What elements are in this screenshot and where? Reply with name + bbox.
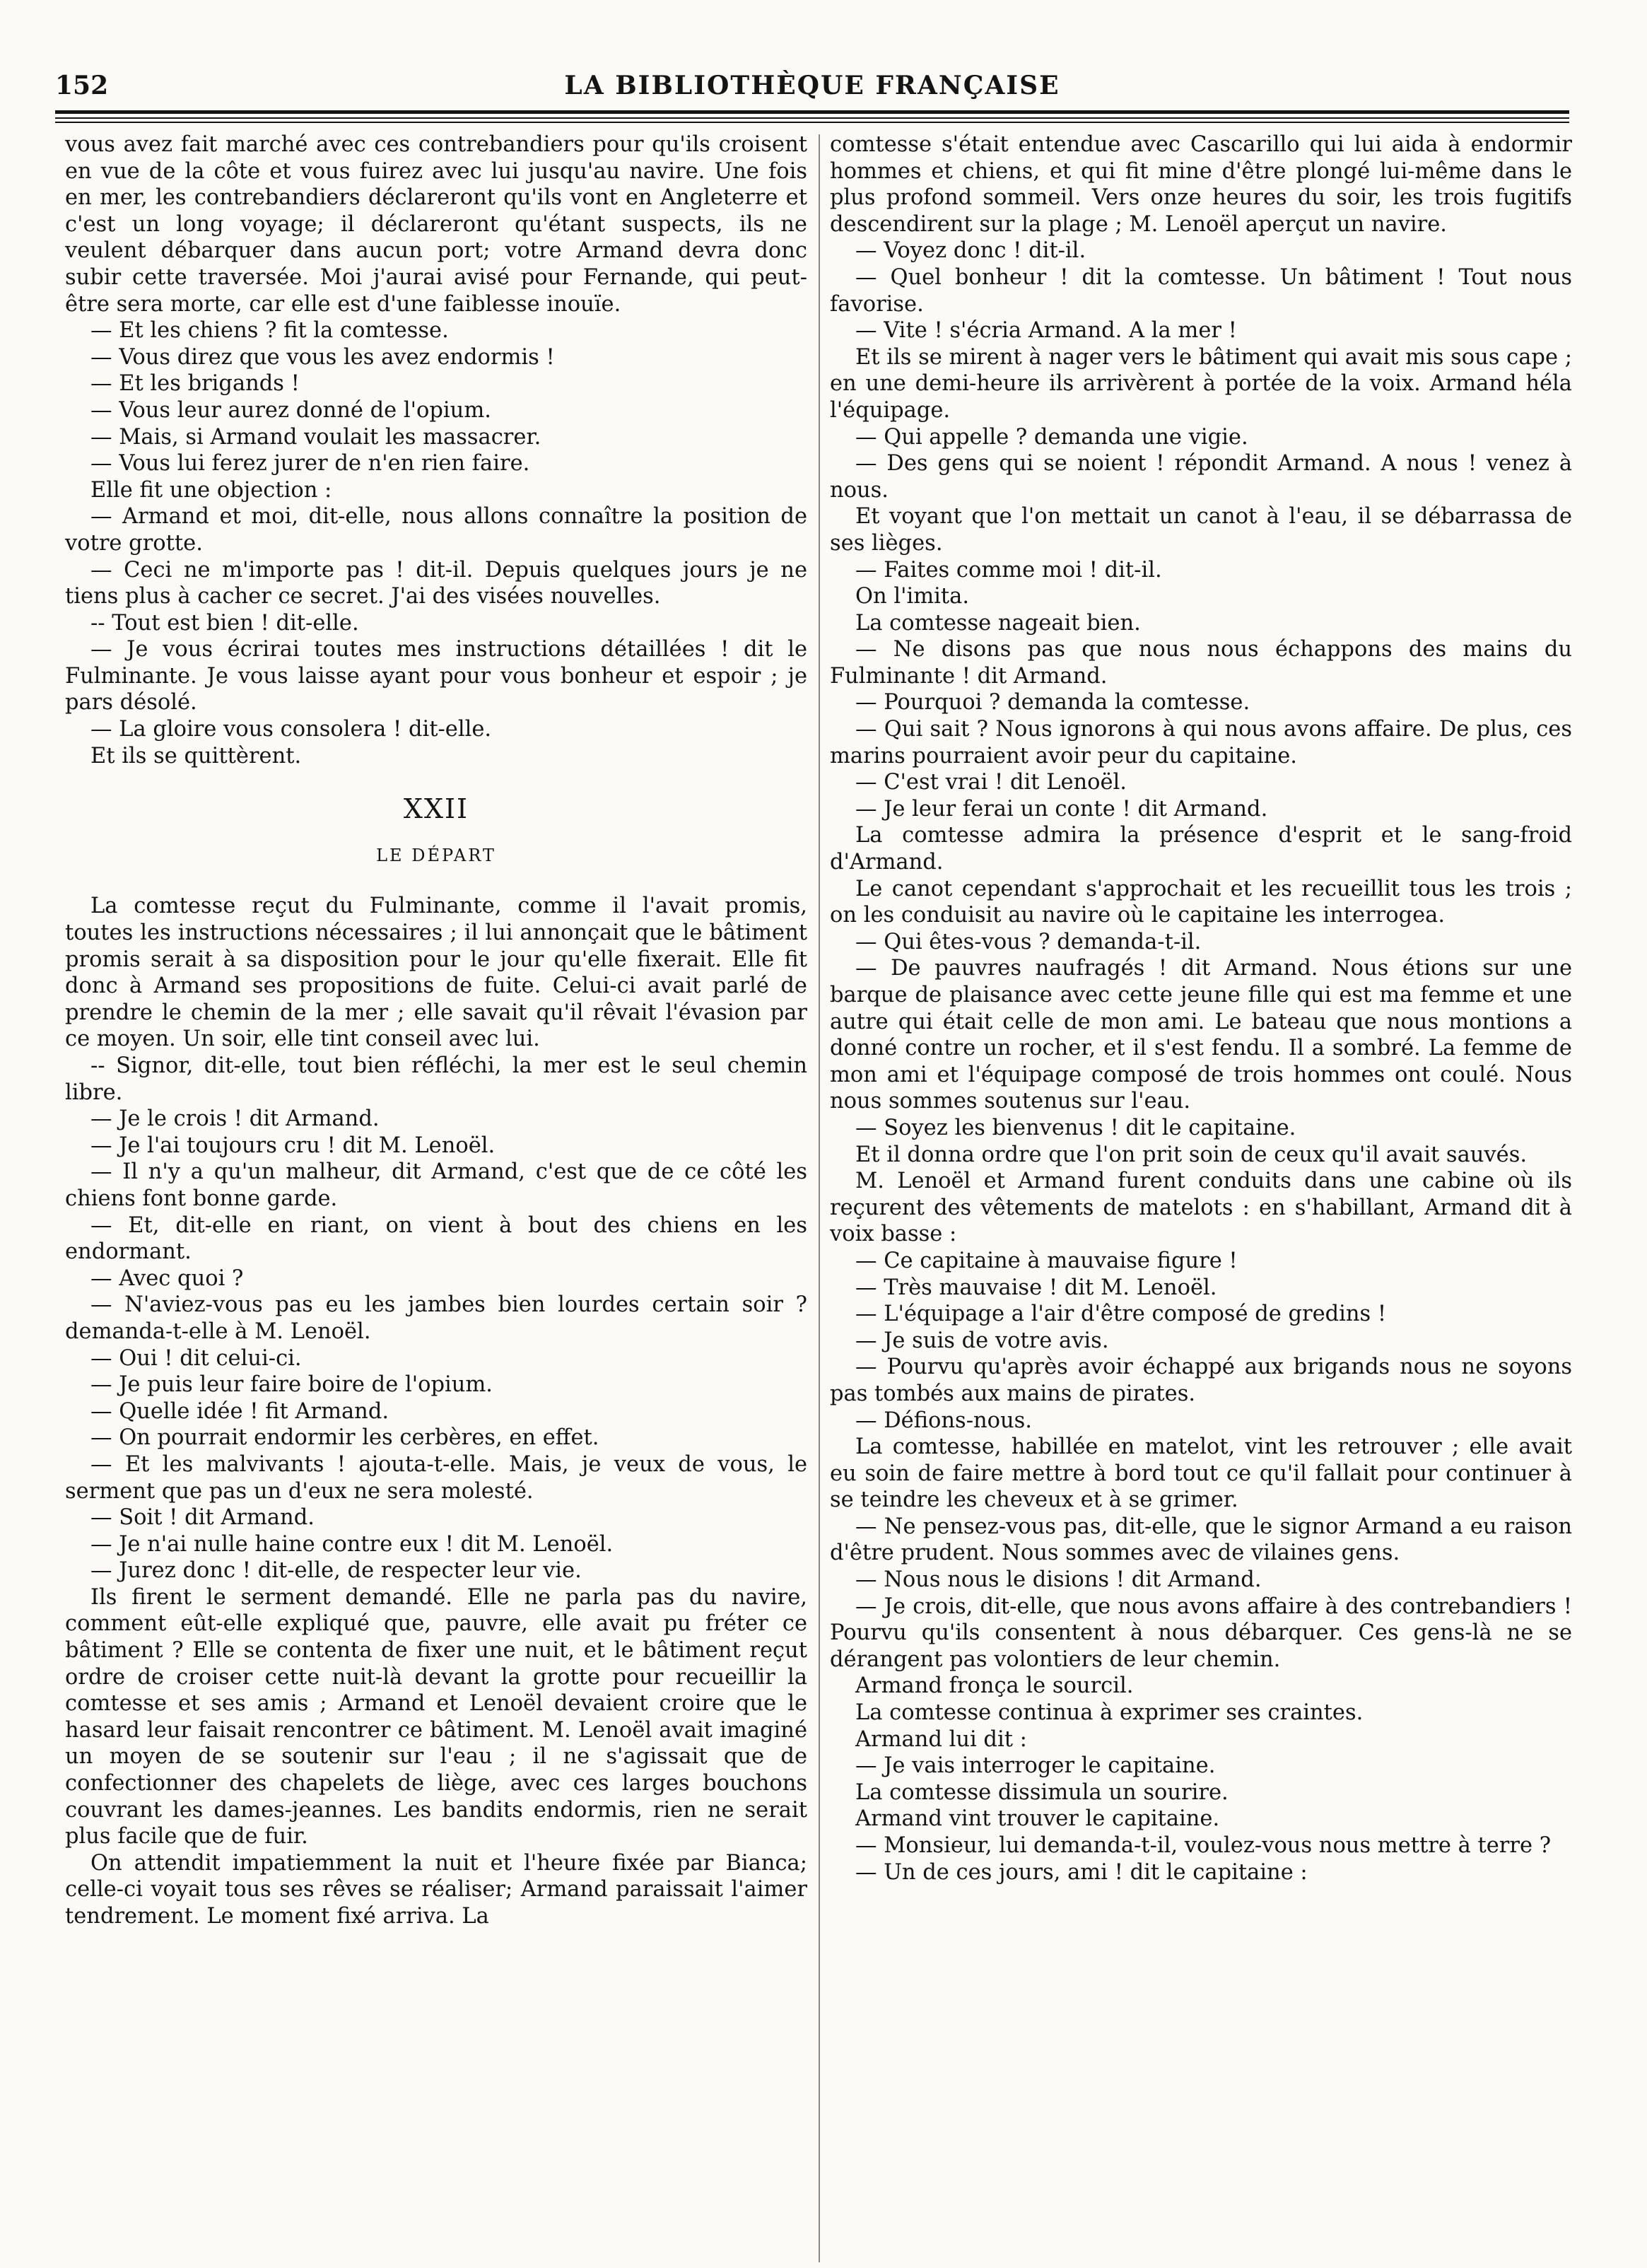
paragraph: — Jurez donc ! dit-elle, de respecter leur vie. bbox=[90, 1558, 582, 1584]
paragraph: — Quelle idée ! fit Armand. bbox=[90, 1398, 389, 1424]
paragraph: — Je crois, dit-elle, que nous avons affaire à des contrebandiers ! Pourvu qu'ils consentent à nous débarquer. Ces gens-là ne se dérangent pas volontiers de leur chemin. bbox=[830, 1594, 1572, 1672]
paragraph: — Très mauvaise ! dit M. Lenoël. bbox=[855, 1275, 1217, 1300]
left-column-text-after-chapter bbox=[65, 893, 807, 1929]
paragraph: — Je l'ai toujours cru ! dit M. Lenoël. bbox=[90, 1133, 496, 1158]
paragraph: La comtesse dissimula un sourire. bbox=[855, 1779, 1229, 1805]
paragraph: — Pourvu qu'après avoir échappé aux brigands nous ne soyons pas tombés aux mains de pirates. bbox=[830, 1355, 1572, 1406]
paragraph: La comtesse admira la présence d'esprit et le sang-froid d'Armand. bbox=[830, 823, 1572, 875]
paragraph: — De pauvres naufragés ! dit Armand. Nous étions sur une barque de plaisance avec cette jeune fille qui est ma femme et une autre qui était celle de mon ami. Le bateau que nous montions a donné contre un rocher, et il s'est fendu. Il a sombré. La femme de mon ami et l'équipage composé de trois hommes ont coulé. Nous nous sommes soutenus sur l'eau. bbox=[830, 956, 1572, 1114]
paragraph: -- Signor, dit-elle, tout bien réfléchi, la mer est le seul chemin libre. bbox=[65, 1053, 807, 1105]
paragraph: Armand lui dit : bbox=[855, 1726, 1027, 1752]
paragraph: Et il donna ordre que l'on prit soin de ceux qu'il avait sauvés. bbox=[855, 1142, 1528, 1167]
paragraph: — C'est vrai ! dit Lenoël. bbox=[855, 770, 1127, 795]
column-divider bbox=[819, 134, 820, 2262]
paragraph: -- Tout est bien ! dit-elle. bbox=[90, 610, 359, 636]
paragraph: Et ils se mirent à nager vers le bâtiment qui avait mis sous cape ; en une demi-heure ils arrivèrent à portée de la voix. Armand héla l'équipage. bbox=[830, 344, 1572, 423]
paragraph: — Et les malvivants ! ajouta-t-elle. Mais, je veux de vous, le serment que pas un d'eux ne sera molesté. bbox=[65, 1451, 807, 1504]
paragraph: — Soit ! dit Armand. bbox=[90, 1505, 315, 1531]
paragraph: — Faites comme moi ! dit-il. bbox=[855, 557, 1162, 583]
paragraph: — Je n'ai nulle haine contre eux ! dit M. Lenoël. bbox=[90, 1531, 614, 1557]
paragraph: — Je vous écrirai toutes mes instructions détaillées ! dit le Fulminante. Je vous laisse ayant pour vous bonheur et espoir ; je pars désolé. bbox=[65, 637, 807, 715]
header-rule-thick bbox=[55, 110, 1569, 114]
paragraph: — Voyez donc ! dit-il. bbox=[855, 238, 1086, 264]
paragraph: — Soyez les bienvenus ! dit le capitaine. bbox=[855, 1115, 1296, 1140]
paragraph: La comtesse reçut du Fulminante, comme il l'avait promis, toutes les instructions nécessaires ; il lui annonçait que le bâtiment promis serait à sa disposition pour le jour qu'elle fixerait. Elle fit donc à Armand ses propositions de fuite. Celui-ci avait parlé de prendre le chemin de la mer ; elle savait qu'il rêvait l'évasion par ce moyen. Un soir, elle tint conseil avec lui. bbox=[65, 894, 807, 1052]
paragraph: Et ils se quittèrent. bbox=[90, 743, 302, 768]
paragraph: — Je leur ferai un conte ! dit Armand. bbox=[855, 796, 1268, 822]
paragraph: — Ne disons pas que nous nous échappons des mains du Fulminante ! dit Armand. bbox=[830, 637, 1572, 689]
paragraph: — Je puis leur faire boire de l'opium. bbox=[90, 1372, 493, 1398]
paragraph: — Vous leur aurez donné de l'opium. bbox=[90, 397, 491, 423]
paragraph: — N'aviez-vous pas eu les jambes bien lourdes certain soir ? demanda-t-elle à M. Lenoël. bbox=[65, 1292, 807, 1344]
left-column-text-before-chapter bbox=[65, 131, 807, 769]
paragraph: — Armand et moi, dit-elle, nous allons connaître la position de votre grotte. bbox=[65, 504, 807, 556]
paragraph: M. Lenoël et Armand furent conduits dans une cabine où ils reçurent des vêtements de matelots : en s'habillant, Armand dit à voix basse : bbox=[830, 1169, 1572, 1247]
paragraph: — Et les brigands ! bbox=[90, 371, 300, 397]
paragraph: — Quel bonheur ! dit la comtesse. Un bâtiment ! Tout nous favorise. bbox=[830, 264, 1572, 317]
paragraph: — Vite ! s'écria Armand. A la mer ! bbox=[855, 318, 1237, 344]
page-header bbox=[55, 71, 1569, 107]
paragraph: — Qui sait ? Nous ignorons à qui nous avons affaire. De plus, ces marins pourraient avoir peur du capitaine. bbox=[830, 717, 1572, 768]
paragraph: — Il n'y a qu'un malheur, dit Armand, c'est que de ce côté les chiens font bonne garde. bbox=[65, 1159, 807, 1211]
paragraph: Armand vint trouver le capitaine. bbox=[855, 1806, 1220, 1832]
paragraph: Le canot cependant s'approchait et les recueillit tous les trois ; on les conduisit au navire où le capitaine les interrogea. bbox=[830, 876, 1572, 928]
paragraph: — Mais, si Armand voulait les massacrer. bbox=[90, 424, 541, 450]
paragraph: — Monsieur, lui demanda-t-il, voulez-vous nous mettre à terre ? bbox=[855, 1833, 1552, 1858]
header-rule-thin bbox=[55, 117, 1569, 119]
paragraph: comtesse s'était entendue avec Cascarillo qui lui aida à endormir hommes et chiens, et qui fit mine d'être plongé lui-même dans le plus profond sommeil. Vers onze heures du soir, les trois fugitifs descendirent sur la plage ; M. Lenoël aperçut un navire. bbox=[830, 132, 1572, 237]
paragraph: — Et, dit-elle en riant, on vient à bout des chiens en les endormant. bbox=[65, 1212, 807, 1265]
paragraph: — On pourrait endormir les cerbères, en effet. bbox=[90, 1425, 599, 1451]
chapter-title: LE DÉPART bbox=[376, 845, 496, 865]
right-column bbox=[830, 131, 1572, 1886]
paragraph: La comtesse nageait bien. bbox=[855, 610, 1141, 636]
paragraph: — Et les chiens ? fit la comtesse. bbox=[90, 318, 449, 344]
paragraph: — Qui appelle ? demanda une vigie. bbox=[855, 424, 1248, 450]
right-column-text bbox=[830, 131, 1572, 1886]
paragraph: — L'équipage a l'air d'être composé de gredins ! bbox=[855, 1302, 1387, 1327]
paragraph: On l'imita. bbox=[855, 584, 970, 609]
paragraph: — La gloire vous consolera ! dit-elle. bbox=[90, 717, 492, 742]
chapter-number: XXII bbox=[403, 793, 469, 825]
paragraph: — Des gens qui se noient ! répondit Armand. A nous ! venez à nous. bbox=[830, 451, 1572, 503]
paragraph: — Ne pensez-vous pas, dit-elle, que le signor Armand a eu raison d'être prudent. Nous sommes avec de vilaines gens. bbox=[830, 1514, 1572, 1566]
paragraph: La comtesse continua à exprimer ses craintes. bbox=[855, 1700, 1364, 1726]
paragraph: — Pourquoi ? demanda la comtesse. bbox=[855, 690, 1250, 715]
paragraph: — Oui ! dit celui-ci. bbox=[90, 1345, 302, 1371]
paragraph: — Qui êtes-vous ? demanda-t-il. bbox=[855, 929, 1202, 954]
paragraph: vous avez fait marché avec ces contrebandiers pour qu'ils croisent en vue de la côte et vous fuirez avec lui jusqu'au navire. Une fois en mer, les contrebandiers déclareront qu'ils vont en Angleterre et c'est un long voyage; il déclareront qu'étant suspects, ils ne veulent débarquer dans aucun port; votre Armand devra donc subir cette traversée. Moi j'aurai avisé pour Fernande, qui peut-être sera morte, car elle est d'une faiblesse inouïe. bbox=[65, 132, 807, 317]
paragraph: — Je le crois ! dit Armand. bbox=[90, 1106, 380, 1132]
paragraph: On attendit impatiemment la nuit et l'heure fixée par Bianca; celle-ci voyait tous ses rêves se réaliser; Armand paraissait l'aimer tendrement. Le moment fixé arriva. La bbox=[65, 1850, 807, 1929]
paragraph: Ils firent le serment demandé. Elle ne parla pas du navire, comment eût-elle expliqué que, pauvre, elle avait pu fréter ce bâtiment ? Elle se contenta de fixer une nuit, et le bâtiment reçut ordre de croiser cette nuit-là devant la grotte pour recueillir la comtesse et ses amis ; Armand et Lenoël devaient croire que le hasard leur faisait rencontrer ce bâtiment. M. Lenoël avait imaginé un moyen de se soutenir sur l'eau ; il ne s'agissait que de confectionner des chapelets de liège, avec ces larges bouchons couvrant les dames-jeannes. Les bandits endormis, rien ne serait plus facile que de fuir. bbox=[65, 1584, 807, 1849]
paragraph: Elle fit une objection : bbox=[90, 477, 332, 503]
paragraph: Armand fronça le sourcil. bbox=[855, 1673, 1134, 1699]
paragraph: — Je vais interroger le capitaine. bbox=[855, 1753, 1216, 1779]
page-number: 152 bbox=[55, 71, 109, 100]
paragraph: — Vous direz que vous les avez endormis ! bbox=[90, 344, 555, 370]
paragraph: — Ceci ne m'importe pas ! dit-il. Depuis quelques jours je ne tiens plus à cacher ce secret. J'ai des visées nouvelles. bbox=[65, 557, 807, 609]
left-column bbox=[65, 131, 807, 1930]
paragraph: Et voyant que l'on mettait un canot à l'eau, il se débarrassa de ses lièges. bbox=[830, 504, 1572, 556]
paragraph: — Vous lui ferez jurer de n'en rien faire. bbox=[90, 451, 530, 477]
header-rule-thin-second bbox=[55, 122, 1569, 123]
paragraph: — Je suis de votre avis. bbox=[855, 1328, 1109, 1353]
paragraph: — Défions-nous. bbox=[855, 1408, 1033, 1433]
paragraph: — Ce capitaine à mauvaise figure ! bbox=[855, 1248, 1238, 1273]
paragraph: — Avec quoi ? bbox=[90, 1265, 244, 1291]
paragraph: — Un de ces jours, ami ! dit le capitaine : bbox=[855, 1859, 1308, 1885]
running-title: LA BIBLIOTHÈQUE FRANÇAISE bbox=[564, 71, 1060, 100]
paragraph: La comtesse, habillée en matelot, vint les retrouver ; elle avait eu soin de faire mettre à bord tout ce qu'il fallait pour continuer à se teindre les cheveux et à se grimer. bbox=[830, 1434, 1572, 1513]
paragraph: — Nous nous le disions ! dit Armand. bbox=[855, 1567, 1262, 1593]
